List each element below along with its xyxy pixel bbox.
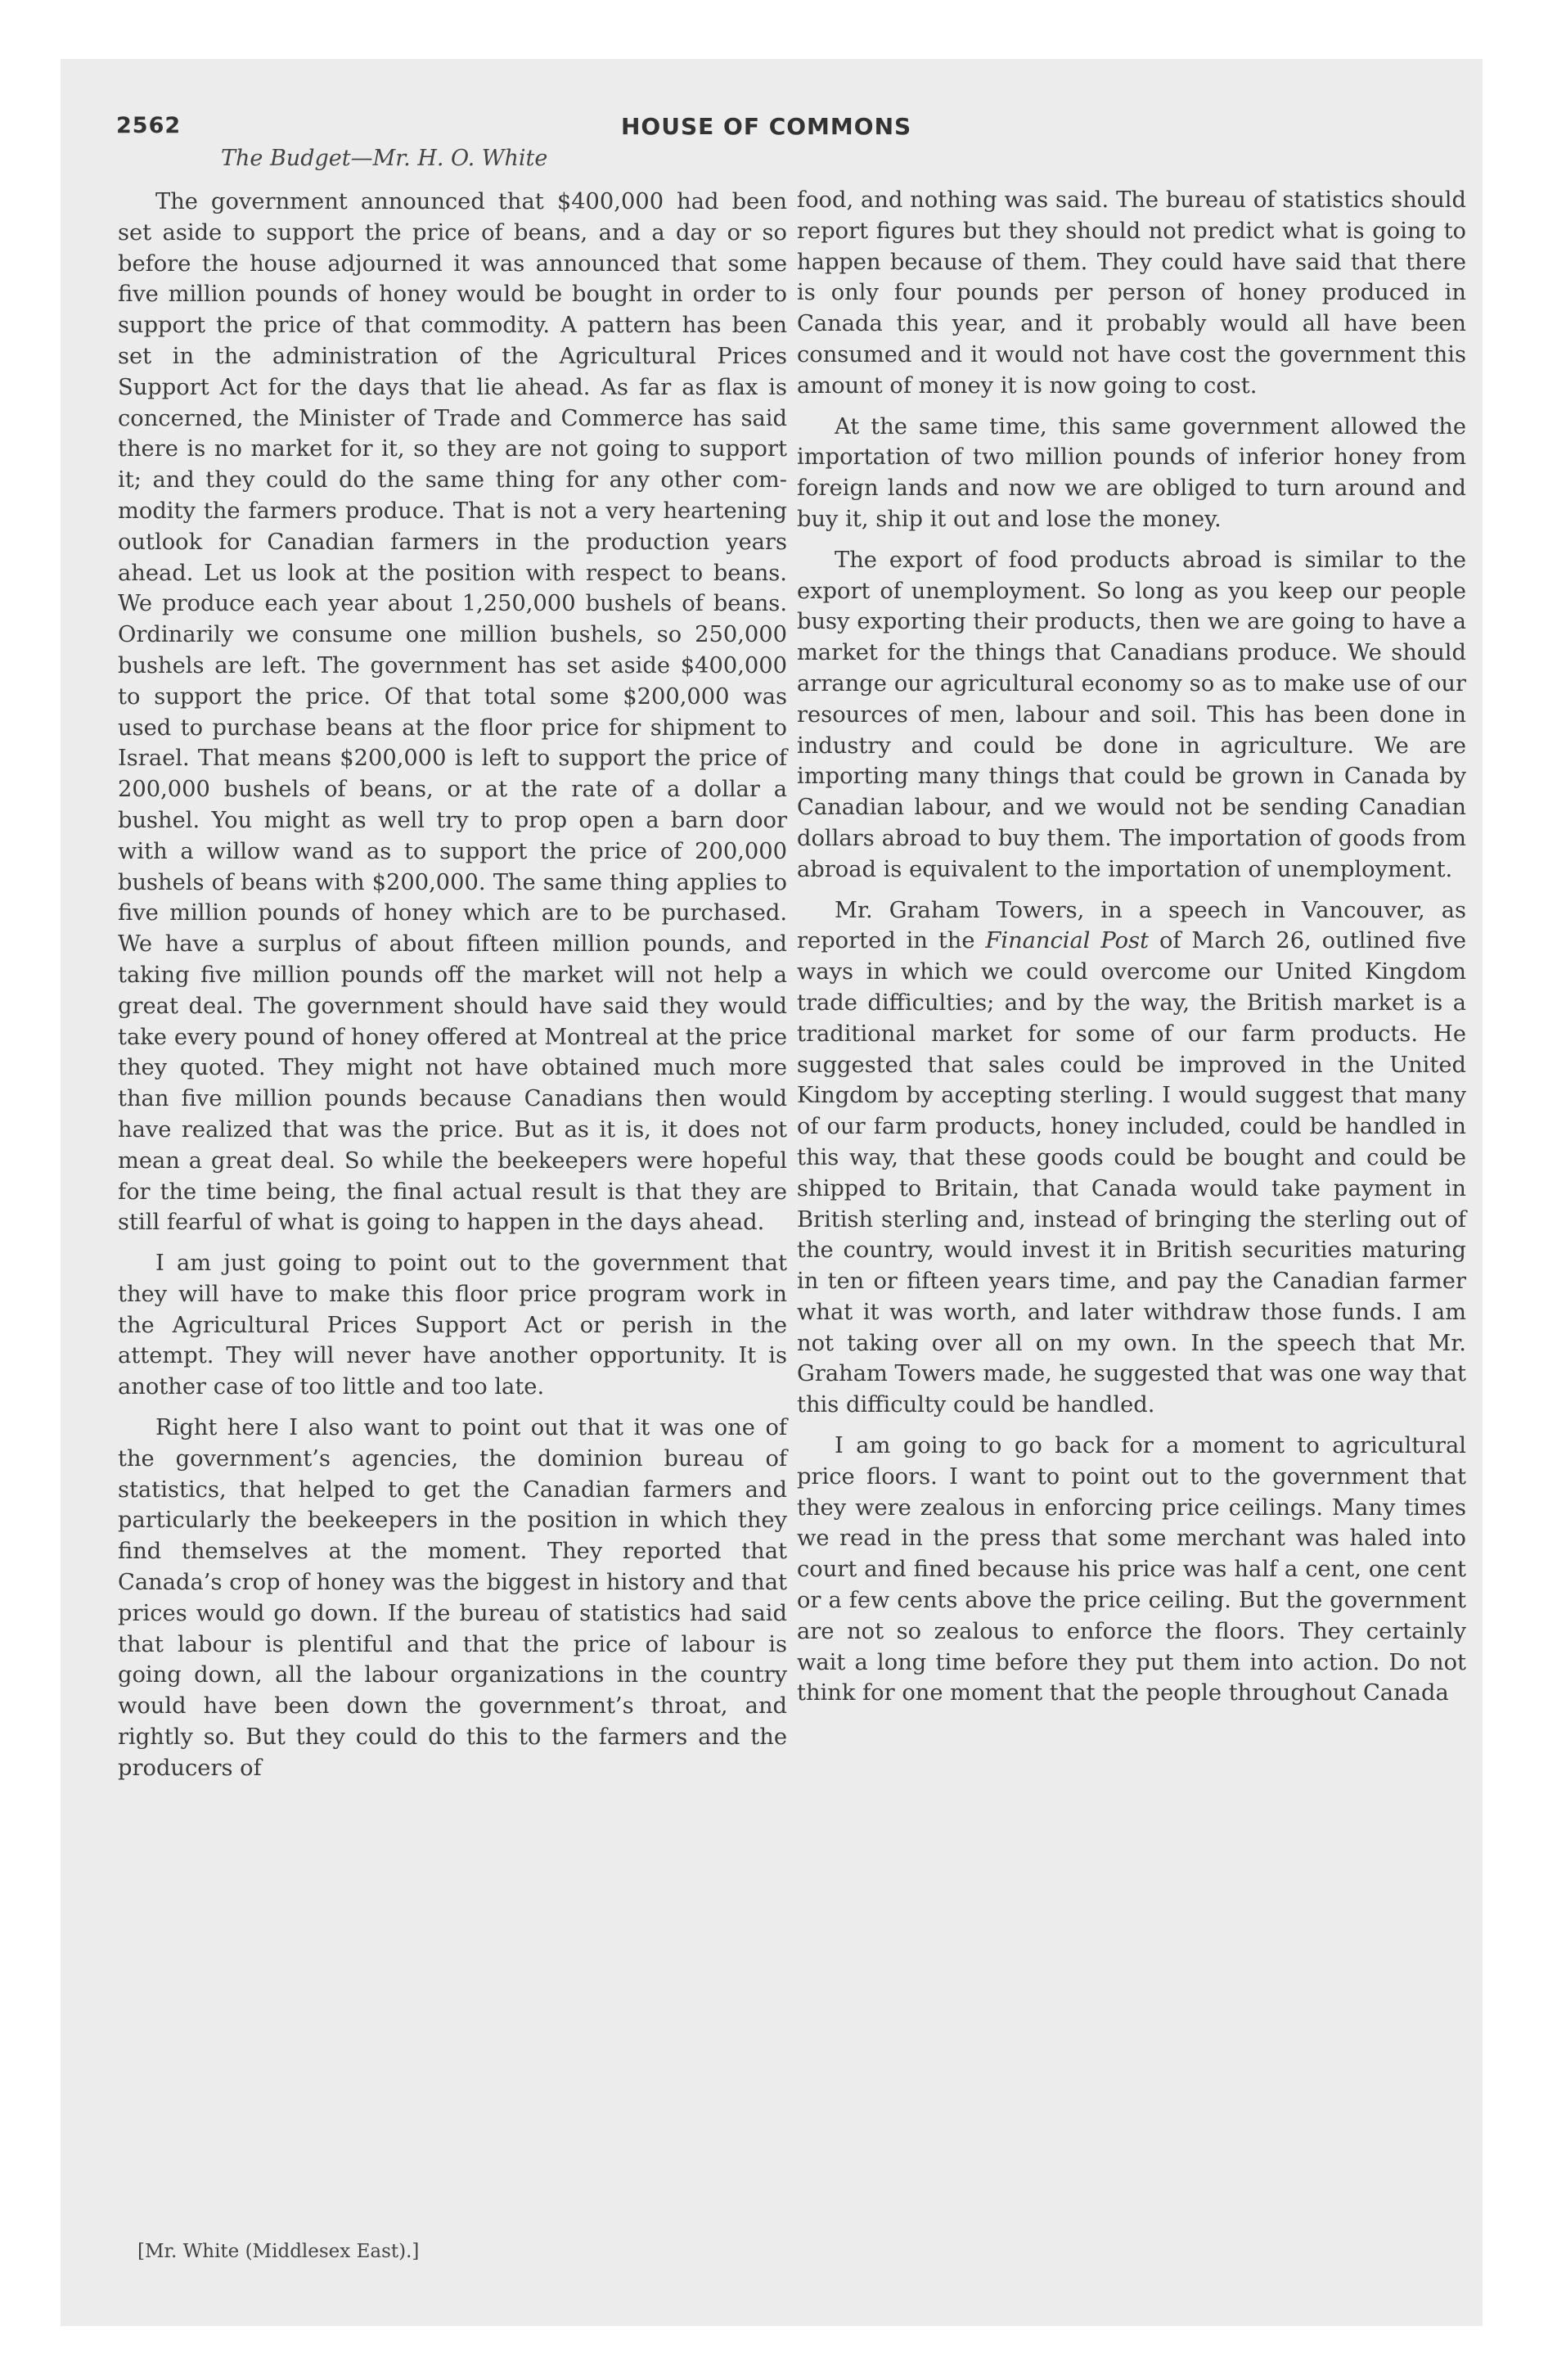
section-subtitle: The Budget—Mr. H. O. White bbox=[221, 146, 548, 171]
page-number: 2562 bbox=[116, 113, 182, 138]
paragraph: At the same time, this same government allowed the importation of two million pounds of inferior honey from foreign lands and now we are obliged to turn around and buy it, ship it out and lose the money. bbox=[797, 413, 1466, 532]
paragraph: I am just going to point out to the government that they will have to make this floor price program work in the Agricultural Prices Support Act or perish in the attempt. They will never have another opportunity. It is another case of too little and too late. bbox=[118, 1251, 787, 1400]
paragraph: The government announced that $400,000 had been set aside to support the price of beans, and a day or so before the house adjourned it was announced that some five million pounds of honey would be bought in order to support the price of that commodity. A pattern has been set in the administration of the Agricultural Prices Support Act for the days that lie ahead. As far as flax is concerned, the Minister of Trade and Commerce has said there is no market for it, so they are not going to support it; and they could do the same thing for any other commodity the farmers produce. That is not a very heartening outlook for Canadian farmers in the production years ahead. Let us look at the position with respect to beans. We produce each year about 1,250,000 bushels of beans. Ordinarily we consume one million bushels, so 250,000 bushels are left. The government has set aside $400,000 to support the price. Of that total some $200,000 was used to purchase beans at the floor price for shipment to Israel. That means $200,000 is left to support the price of 200,000 bushels of beans, or at the rate of a dollar a bushel. You might as well try to prop open a barn door with a willow wand as to support the price of 200,000 bushels of beans with $200,000. The same thing applies to five million pounds of honey which are to be purchased. We have a surplus of about fifteen million pounds, and taking five million pounds off the market will not help a great deal. The government should have said they would take every pound of honey offered at Montreal at the price they quoted. They might not have obtained much more than five million pounds because Canadians then would have realized that was the price. But as it is, it does not mean a great deal. So while the beekeepers were hopeful for the time being, the final actual result is that they are still fearful of what is going to happen in the days ahead. bbox=[118, 189, 787, 1236]
paragraph-continued: food, and nothing was said. The bureau of statistics should report figures but they should not predict what is going to happen because of them. They could have said that there is only four pounds per person of honey produced in Canada this year, and it probably would all have been consumed and it would not have cost the government this amount of money it is now going to cost. bbox=[797, 187, 1466, 399]
page-header bbox=[116, 113, 1458, 146]
paragraph: I am going to go back for a moment to agricultural price floors. I want to point out to the government that they were zealous in enforcing price ceilings. Many times we read in the press that some merchant was haled into court and fined because his price was half a cent, one cent or a few cents above the price ceiling. But the government are not so zealous to enforce the floors. They certainly wait a long time before they put them into action. Do not think for one moment that the people throughout Canada bbox=[797, 1433, 1466, 1706]
speaker-footnote: [Mr. White (Middlesex East).] bbox=[137, 2241, 420, 2262]
paragraph: Right here I also want to point out that it was one of the government’s agencies, the dominion bureau of statistics, that helped to get the Canadian farmers and particularly the beekeepers in the position in which they find themselves at the moment. They reported that Canada’s crop of honey was the biggest in history and that prices would go down. If the bureau of statistics had said that labour is plentiful and that the price of labour is going down, all the labour organizations in the country would have been down the government’s throat, and rightly so. But they could do this to the farmers and the producers of bbox=[118, 1415, 787, 1781]
right-column bbox=[797, 185, 1466, 1709]
paragraph: The export of food products abroad is similar to the export of unemployment. So long as you keep our people busy exporting their products, then we are going to have a market for the things that Canadians produce. We should arrange our agricultural economy so as to make use of our resources of men, labour and soil. This has been done in industry and could be done in agriculture. We are importing many things that could be grown in Canada by Canadian labour, and we would not be sending Canadian dollars abroad to buy them. The importation of goods from abroad is equivalent to the importation of unemployment. bbox=[797, 547, 1466, 882]
running-title: HOUSE OF COMMONS bbox=[621, 113, 912, 140]
paragraph bbox=[797, 895, 1466, 1422]
paragraph-text: of March 26, outlined five ways in which we could overcome our United Kingdom trade difficulties; and by the way, the British market is a traditional market for some of our farm products. He suggested that sales could be improved in the United Kingdom by accepting sterling. I would suggest that many of our farm products, honey included, could be handled in this way, that these goods could be bought and could be shipped to Britain, that Canada would take payment in British sterling and, instead of bringing the sterling out of the country, would invest it in British securities maturing in ten or fifteen years time, and pay the Canadian farmer what it was worth, and later withdraw those funds. I am not taking over all on my own. In the speech that Mr. Graham Towers made, he suggested that was one way that this difficulty could be handled. bbox=[797, 928, 1467, 1418]
publication-name: Financial Post bbox=[985, 928, 1150, 954]
left-column bbox=[118, 187, 787, 1784]
paragraph-text: Mr. Graham Towers, in a speech in Vancouver, as reported in the bbox=[797, 897, 1466, 954]
